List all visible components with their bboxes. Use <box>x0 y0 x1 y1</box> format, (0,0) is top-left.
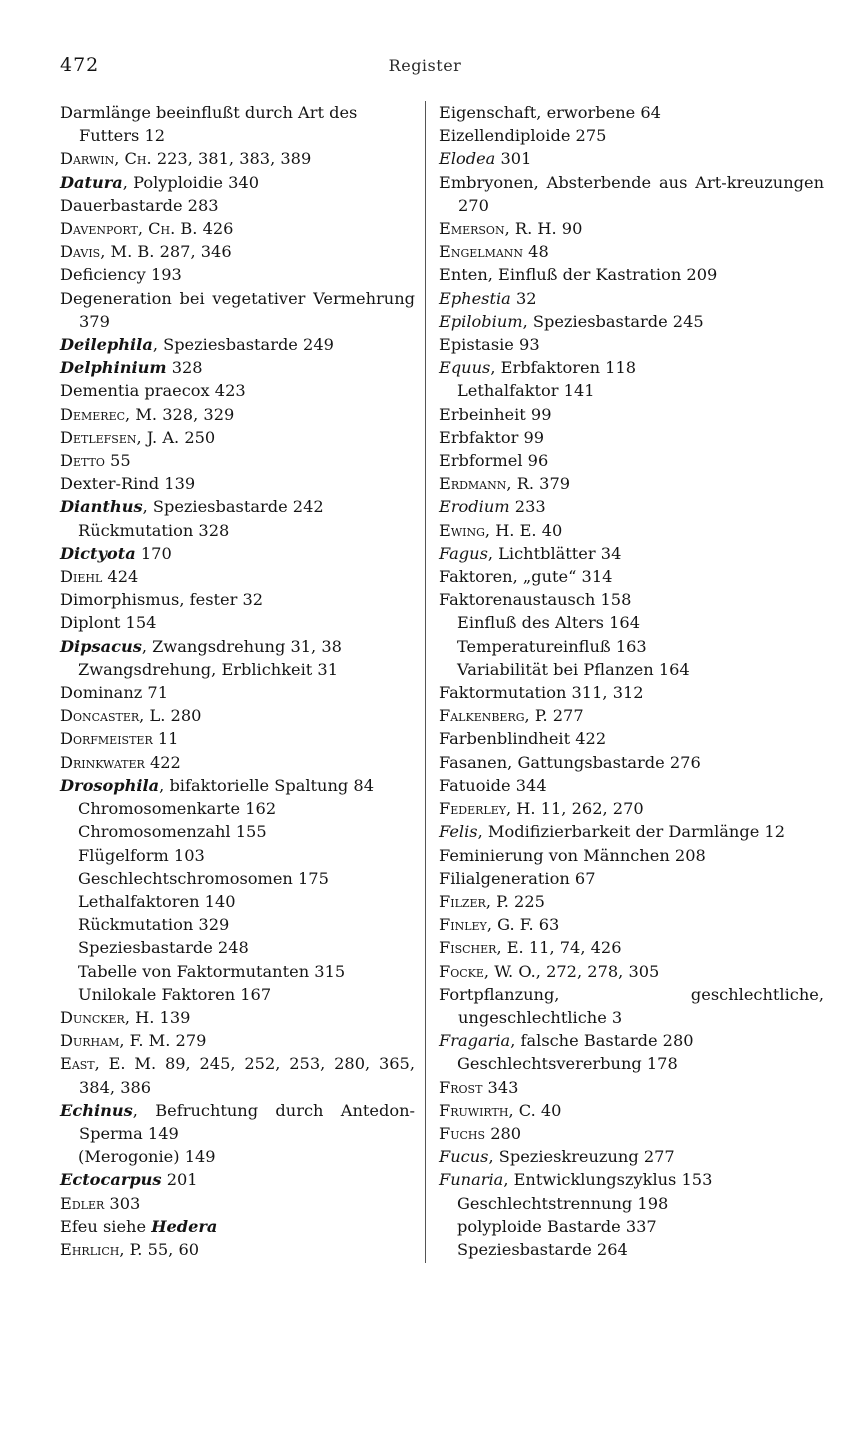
entry-text: 11, 74, 426 <box>523 938 622 958</box>
index-entry <box>60 1099 415 1145</box>
author-name: M. <box>135 404 158 424</box>
index-entry <box>60 449 415 472</box>
entry-text: Lethalfaktor 141 <box>457 381 595 401</box>
taxon-name: Funaria <box>439 1170 504 1190</box>
entry-text: , <box>485 891 497 911</box>
entry-text: Faktorenaustausch 158 <box>439 590 632 610</box>
entry-text: , <box>94 1054 109 1074</box>
taxon-name: Dianthus <box>60 497 143 517</box>
entry-text: 301 <box>495 149 532 169</box>
index-subentry <box>60 820 415 843</box>
entry-text: Filialgeneration 67 <box>439 868 596 888</box>
author-name: Diehl <box>60 567 103 587</box>
author-name: Ch. <box>124 149 152 169</box>
entry-text: , Modifizierbarkeit der Darmlänge 12 <box>477 822 786 842</box>
entry-text: Rückmutation 328 <box>78 520 230 540</box>
index-entry <box>60 774 415 797</box>
author-name: Fuchs <box>439 1123 486 1143</box>
index-entry <box>439 844 824 867</box>
entry-text: 426 <box>197 219 234 239</box>
entry-text: Dauerbastarde 283 <box>60 195 219 215</box>
index-entry <box>60 727 415 750</box>
entry-text: , <box>119 1239 130 1259</box>
index-entry <box>439 913 824 936</box>
index-entry <box>60 1052 415 1098</box>
entry-text: 279 <box>170 1031 207 1051</box>
entry-text: Geschlechtstrennung 198 <box>457 1193 669 1213</box>
index-entry <box>60 1238 415 1261</box>
index-entry <box>439 472 824 495</box>
author-name: E. M. <box>108 1054 157 1074</box>
taxon-name: Dipsacus <box>60 636 142 656</box>
page-number: 472 <box>60 54 100 76</box>
index-entry <box>60 379 415 402</box>
entry-text: , Speziesbastarde 245 <box>522 311 704 331</box>
index-subentry <box>60 867 415 890</box>
index-entry <box>439 1168 824 1191</box>
entry-text: 201 <box>161 1170 198 1190</box>
entry-text: 424 <box>102 567 139 587</box>
index-entry <box>60 171 415 194</box>
entry-text: , Lichtblätter 34 <box>487 543 622 563</box>
index-subentry <box>60 658 415 681</box>
index-entry <box>439 960 824 983</box>
entry-text: Geschlechtsvererbung 178 <box>457 1054 678 1074</box>
index-entry <box>439 797 824 820</box>
author-name: Emerson <box>439 219 505 239</box>
entry-text: Enten, Einfluß der Kastration 209 <box>439 265 718 285</box>
index-entry <box>439 890 824 913</box>
index-entry <box>60 472 415 495</box>
index-subentry <box>439 1052 824 1075</box>
index-entry <box>60 611 415 634</box>
index-entry <box>439 727 824 750</box>
index-subentry <box>439 635 824 658</box>
entry-text: , <box>496 938 507 958</box>
index-entry <box>439 147 824 170</box>
index-entry <box>439 751 824 774</box>
index-entry <box>60 1215 415 1238</box>
running-head: Register <box>388 56 462 75</box>
entry-text: Temperatureinfluß 163 <box>457 636 647 656</box>
taxon-name: Echinus <box>60 1100 133 1120</box>
index-entry <box>60 287 415 333</box>
author-name: Dorfmeister <box>60 729 153 749</box>
author-name: G. F. <box>497 915 534 935</box>
author-name: Detto <box>60 451 105 471</box>
author-name: Darwin <box>60 149 115 169</box>
index-entry <box>439 1122 824 1145</box>
author-name: Fischer <box>439 938 497 958</box>
author-name: R. H. <box>514 219 557 239</box>
author-name: M. B. <box>110 242 155 262</box>
entry-text: 328 <box>166 358 203 378</box>
entry-text: Fatuoide 344 <box>439 775 547 795</box>
index-entry <box>439 681 824 704</box>
entry-text: , Polyploidie 340 <box>122 172 260 192</box>
entry-text: , <box>139 706 150 726</box>
entry-text: Epistasie 93 <box>439 335 540 355</box>
entry-text: , <box>483 961 495 981</box>
author-name: F. M. <box>129 1031 171 1051</box>
entry-text: Einfluß des Alters 164 <box>457 613 641 633</box>
index-entry <box>439 333 824 356</box>
entry-text: 422 <box>144 752 181 772</box>
taxon-name: Felis <box>439 822 478 842</box>
entry-text: , <box>504 219 515 239</box>
author-name: Erdmann <box>439 474 507 494</box>
entry-text: Farbenblindheit 422 <box>439 729 607 749</box>
index-subentry <box>60 1145 415 1168</box>
taxon-name: Datura <box>60 172 123 192</box>
entry-text: Speziesbastarde 248 <box>78 938 249 958</box>
entry-text: 40 <box>536 520 563 540</box>
author-name: Finley <box>439 915 487 935</box>
entry-text: Feminierung von Männchen 208 <box>439 845 706 865</box>
index-entry <box>60 263 415 286</box>
entry-text: 55, 60 <box>142 1239 200 1259</box>
index-entry <box>439 495 824 518</box>
index-subentry <box>60 983 415 1006</box>
column-divider <box>425 101 426 1263</box>
entry-text: Variabilität bei Pflanzen 164 <box>457 659 690 679</box>
author-name: Durham <box>60 1031 120 1051</box>
entry-text: 225 <box>508 891 545 911</box>
entry-text: , Spezieskreuzung 277 <box>488 1147 675 1167</box>
entry-text: Fortpflanzung, geschlechtliche, ungeschlechtliche 3 <box>439 984 824 1027</box>
entry-text: Dominanz 71 <box>60 683 169 703</box>
taxon-name: Fragaria <box>439 1031 511 1051</box>
entry-text: 48 <box>523 242 549 262</box>
index-entry <box>439 1099 824 1122</box>
author-name: Filzer <box>439 891 486 911</box>
index-entry <box>60 356 415 379</box>
index-entry <box>439 263 824 286</box>
index-entry <box>439 519 824 542</box>
author-name: P. <box>129 1239 143 1259</box>
index-entry <box>60 1192 415 1215</box>
entry-text: 90 <box>556 219 583 239</box>
entry-text: 55 <box>104 451 131 471</box>
entry-text: Faktormutation 311, 312 <box>439 683 644 703</box>
entry-text: 40 <box>535 1100 562 1120</box>
author-name: Doncaster <box>60 706 140 726</box>
author-name: East <box>60 1054 95 1074</box>
author-name: P. <box>496 891 509 911</box>
entry-text: 233 <box>509 497 546 517</box>
entry-text: Faktoren, „gute“ 314 <box>439 567 613 587</box>
entry-text: , <box>137 219 149 239</box>
author-name: Focke <box>439 961 484 981</box>
taxon-name: Fucus <box>439 1147 489 1167</box>
entry-text: , <box>124 1007 136 1027</box>
index-entry <box>439 1076 824 1099</box>
index-subentry <box>60 890 415 913</box>
entry-text: Darmlänge beeinflußt durch Art des Futters 12 <box>60 103 358 146</box>
entry-text: Erbeinheit 99 <box>439 404 552 424</box>
entry-text: 89, 245, 252, 253, 280, 365, 384, 386 <box>79 1054 415 1097</box>
index-entry <box>60 704 415 727</box>
entry-text: , Speziesbastarde 249 <box>152 335 334 355</box>
entry-text: , <box>125 404 136 424</box>
index-subentry <box>60 797 415 820</box>
entry-text: Degeneration bei vegetativer Vermehrung 379 <box>60 288 415 331</box>
entry-text: , <box>119 1031 130 1051</box>
author-name: Detlefsen <box>60 427 137 447</box>
entry-text: 287, 346 <box>154 242 232 262</box>
index-entry <box>439 449 824 472</box>
entry-text: , Erbfaktoren 118 <box>490 358 637 378</box>
entry-text: 170 <box>135 543 172 563</box>
entry-text: Geschlechtschromosomen 175 <box>78 868 329 888</box>
entry-text: Chromosomenkarte 162 <box>78 799 277 819</box>
index-entry <box>439 403 824 426</box>
taxon-name: Epilobium <box>439 311 523 331</box>
index-subentry <box>439 379 824 402</box>
index-subentry <box>439 611 824 634</box>
entry-text: , bifaktorielle Spaltung 84 <box>159 775 375 795</box>
index-subentry <box>439 1215 824 1238</box>
index-entry <box>439 565 824 588</box>
entry-text: 11 <box>152 729 179 749</box>
index-entry <box>439 124 824 147</box>
index-entry <box>439 426 824 449</box>
index-subentry <box>60 844 415 867</box>
taxon-name: Erodium <box>439 497 510 517</box>
entry-text: Erbfaktor 99 <box>439 427 545 447</box>
entry-text: 343 <box>482 1077 519 1097</box>
author-name: Fruwirth <box>439 1100 509 1120</box>
entry-text: Zwangsdrehung, Erblichkeit 31 <box>78 659 339 679</box>
taxon-name: Ephestia <box>439 288 511 308</box>
taxon-name: Dictyota <box>60 543 136 563</box>
entry-text: polyploide Bastarde 337 <box>457 1216 657 1236</box>
index-subentry <box>60 913 415 936</box>
entry-text: Eizellendiploide 275 <box>439 126 607 146</box>
index-entry <box>439 983 824 1029</box>
author-name: H. <box>135 1007 155 1027</box>
entry-text: Eigenschaft, erworbene 64 <box>439 103 661 122</box>
entry-text: Dementia praecox 423 <box>60 381 246 401</box>
index-entry <box>60 403 415 426</box>
entry-text: Embryonen, Absterbende aus Art-kreuzungen 270 <box>439 172 824 215</box>
entry-text: , <box>506 799 517 819</box>
entry-text: Flügelform 103 <box>78 845 205 865</box>
author-name: Edler <box>60 1193 105 1213</box>
entry-text: 277 <box>547 706 584 726</box>
entry-text: 63 <box>533 915 560 935</box>
taxon-name: Deilephila <box>60 335 153 355</box>
entry-text: 303 <box>104 1193 141 1213</box>
author-name: Ewing <box>439 520 485 540</box>
index-entry <box>439 310 824 333</box>
index-column-left <box>60 101 415 1261</box>
index-entry <box>60 542 415 565</box>
author-name: Davenport <box>60 219 138 239</box>
index-entry <box>439 1029 824 1052</box>
entry-text: 280 <box>485 1123 522 1143</box>
index-subentry <box>60 936 415 959</box>
entry-text: , Entwicklungszyklus 153 <box>503 1170 713 1190</box>
index-entry <box>439 217 824 240</box>
entry-text: , Befruchtung durch Antedon-Sperma 149 <box>79 1100 415 1143</box>
index-entry <box>60 635 415 658</box>
author-name: Demerec <box>60 404 126 424</box>
entry-text: 32 <box>510 288 537 308</box>
index-entry <box>60 240 415 263</box>
taxon-name: Ectocarpus <box>60 1170 162 1190</box>
index-entry <box>439 588 824 611</box>
entry-text: , Zwangsdrehung 31, 38 <box>141 636 342 656</box>
taxon-name: Equus <box>439 358 491 378</box>
index-entry <box>439 171 824 217</box>
entry-text: Fasanen, Gattungsbastarde 276 <box>439 752 701 772</box>
entry-text: Rückmutation 329 <box>78 915 230 935</box>
index-entry <box>60 751 415 774</box>
index-subentry <box>439 1192 824 1215</box>
index-entry <box>60 426 415 449</box>
index-entry <box>60 147 415 170</box>
entry-text: , <box>524 706 535 726</box>
index-entry <box>60 217 415 240</box>
taxon-name: Drosophila <box>60 775 160 795</box>
index-subentry <box>439 658 824 681</box>
author-name: E. <box>506 938 524 958</box>
index-entry <box>60 101 415 147</box>
index-entry <box>60 681 415 704</box>
entry-text: , <box>136 427 147 447</box>
entry-text: Diplont 154 <box>60 613 157 633</box>
index-entry <box>439 101 824 124</box>
entry-text: Tabelle von Faktormutanten 315 <box>78 961 346 981</box>
entry-text: 328, 329 <box>157 404 235 424</box>
index-entry <box>60 1006 415 1029</box>
index-entry <box>439 287 824 310</box>
index-entry <box>60 1168 415 1191</box>
entry-text: Speziesbastarde 264 <box>457 1239 628 1259</box>
index-entry <box>439 1145 824 1168</box>
index-entry <box>439 936 824 959</box>
index-entry <box>60 194 415 217</box>
entry-text: 250 <box>179 427 216 447</box>
author-name: W. O. <box>494 961 536 981</box>
author-name: Drinkwater <box>60 752 145 772</box>
taxon-name: Hedera <box>151 1216 218 1236</box>
entry-text: 223, 381, 383, 389 <box>151 149 312 169</box>
entry-text: , <box>484 520 496 540</box>
author-name: L. <box>149 706 166 726</box>
index-entry <box>439 774 824 797</box>
entry-text: , 272, 278, 305 <box>535 961 660 981</box>
index-entry <box>60 588 415 611</box>
index-entry <box>439 542 824 565</box>
author-name: Davis <box>60 242 101 262</box>
entry-text: , <box>114 149 125 169</box>
index-subentry <box>439 1238 824 1261</box>
entry-text: , <box>506 474 517 494</box>
index-entry <box>439 356 824 379</box>
author-name: Federley <box>439 799 506 819</box>
entry-text: Lethalfaktoren 140 <box>78 891 236 911</box>
index-entry <box>439 240 824 263</box>
index-entry <box>60 333 415 356</box>
index-entry <box>439 820 824 843</box>
taxon-name: Fagus <box>439 543 488 563</box>
entry-text: 379 <box>534 474 571 494</box>
index-entry <box>439 704 824 727</box>
entry-text: , <box>100 242 111 262</box>
index-entry <box>60 1029 415 1052</box>
author-name: C. <box>518 1100 536 1120</box>
index-entry <box>60 495 415 518</box>
index-entry <box>439 867 824 890</box>
entry-text: Efeu siehe <box>60 1216 152 1236</box>
entry-text: Erbformel 96 <box>439 451 549 471</box>
author-name: Frost <box>439 1077 483 1097</box>
index-column-right <box>439 101 824 1261</box>
index-entry <box>60 565 415 588</box>
entry-text: Unilokale Faktoren 167 <box>78 984 272 1004</box>
index-subentry <box>60 519 415 542</box>
entry-text: , <box>486 915 498 935</box>
author-name: J. A. <box>146 427 180 447</box>
author-name: H. <box>516 799 536 819</box>
index-subentry <box>60 960 415 983</box>
author-name: Engelmann <box>439 242 524 262</box>
entry-text: , falsche Bastarde 280 <box>510 1031 694 1051</box>
entry-text: 139 <box>154 1007 191 1027</box>
author-name: Ch. B. <box>148 219 198 239</box>
author-name: Ehrlich <box>60 1239 120 1259</box>
author-name: R. <box>516 474 535 494</box>
entry-text: Dexter-Rind 139 <box>60 474 196 494</box>
author-name: Duncker <box>60 1007 125 1027</box>
author-name: Falkenberg <box>439 706 525 726</box>
entry-text: Dimorphismus, fester 32 <box>60 590 264 610</box>
entry-text: Chromosomenzahl 155 <box>78 822 267 842</box>
entry-text: Deficiency 193 <box>60 265 182 285</box>
entry-text: 280 <box>165 706 202 726</box>
entry-text: , <box>508 1100 519 1120</box>
entry-text: (Merogonie) 149 <box>78 1147 216 1167</box>
author-name: P. <box>534 706 548 726</box>
entry-text: , Speziesbastarde 242 <box>142 497 324 517</box>
taxon-name: Elodea <box>439 149 496 169</box>
entry-text: 11, 262, 270 <box>535 799 644 819</box>
taxon-name: Delphinium <box>60 358 167 378</box>
author-name: H. E. <box>495 520 537 540</box>
